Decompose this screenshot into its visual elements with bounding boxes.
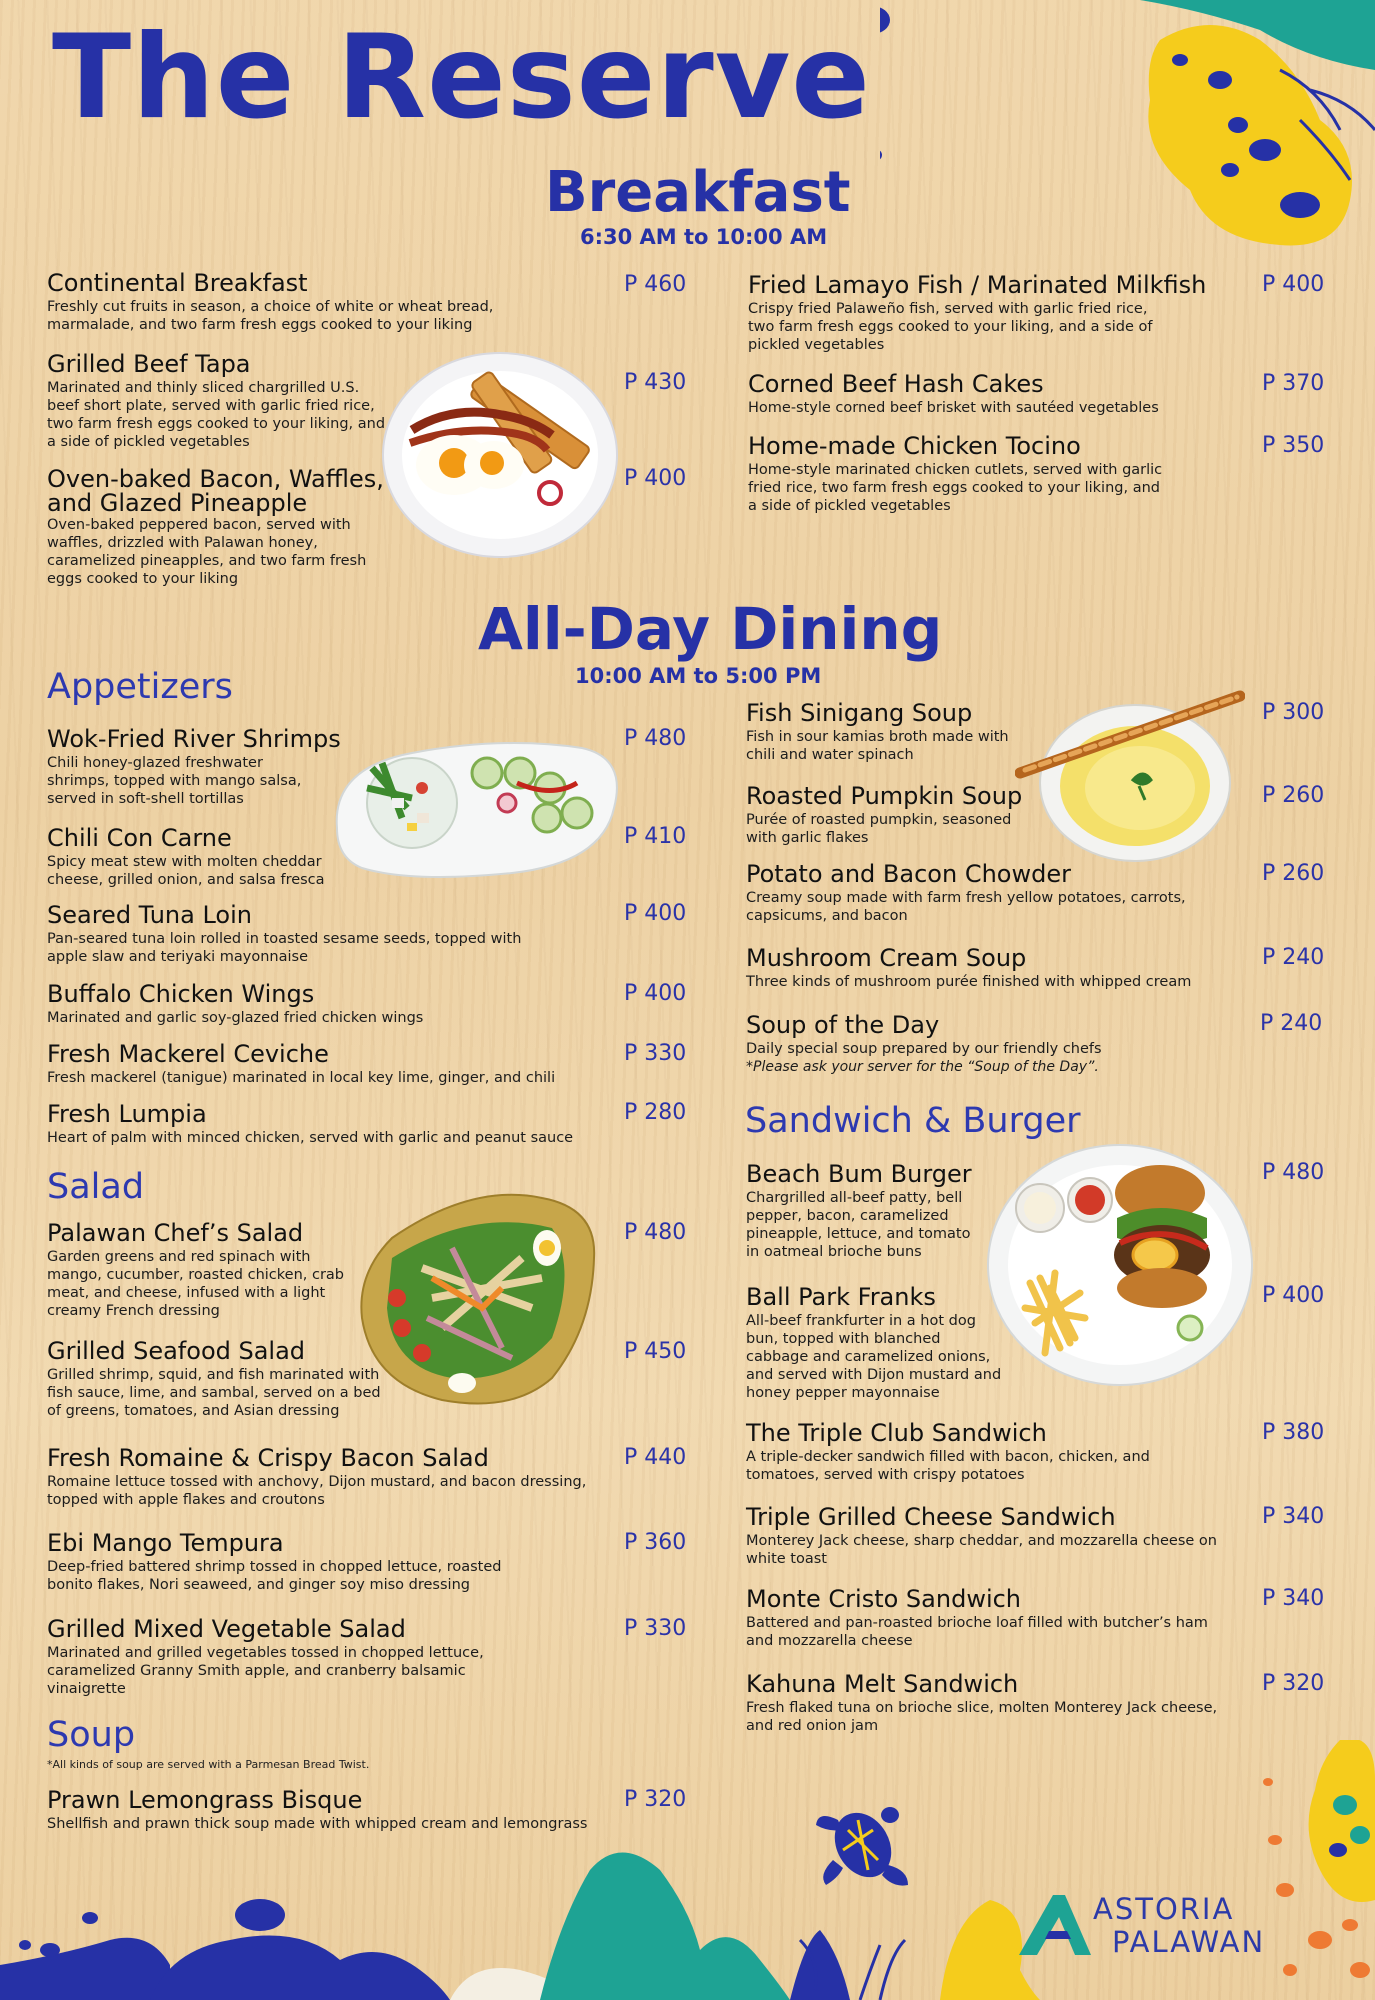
- menu-item: [47, 1787, 617, 1833]
- item-price: P 300: [1262, 700, 1325, 725]
- item-desc: Fresh flaked tuna on brioche slice, molten Monterey Jack cheese, and red onion jam: [746, 1700, 1218, 1734]
- item-desc: Marinated and thinly sliced chargrilled U.S. beef short plate, served with garlic fried rice, two farm fresh eggs cooked to your liking, and a side of pickled vegetables: [47, 380, 386, 450]
- soup-note: *All kinds of soup are served with a Parmesan Bread Twist.: [47, 1758, 370, 1771]
- astoria-logo-icon: [1015, 1893, 1095, 1957]
- menu-item: [746, 1420, 1166, 1484]
- item-name: Prawn Lemongrass Bisque: [47, 1786, 363, 1814]
- item-price: P 260: [1262, 861, 1325, 886]
- item-price: P 400: [624, 981, 687, 1006]
- item-price: P 450: [624, 1339, 687, 1364]
- item-desc: Heart of palm with minced chicken, served with garlic and peanut sauce: [47, 1130, 574, 1146]
- bottom-decoration: [0, 1740, 1375, 2000]
- item-name: Fresh Romaine & Crispy Bacon Salad: [47, 1444, 489, 1472]
- all-day-hours: 10:00 AM to 5:00 PM: [575, 664, 822, 688]
- menu-item: [746, 700, 1036, 764]
- appetizers-heading: Appetizers: [47, 667, 233, 707]
- top-right-decoration: [880, 0, 1375, 260]
- menu-item: [47, 825, 337, 889]
- item-desc: All-beef frankfurter in a hot dog bun, topped with blanched cabbage and caramelized onions, and served with Dijon mustard and honey pepper mayonnaise: [746, 1313, 1002, 1401]
- page-title: The Reserve: [52, 10, 871, 145]
- item-name: Roasted Pumpkin Soup: [746, 782, 1023, 810]
- all-day-heading: All-Day Dining: [478, 595, 943, 663]
- item-price: P 350: [1262, 433, 1325, 458]
- item-note: *Please ask your server for the “Soup of the Day”.: [746, 1059, 1099, 1075]
- item-price: P 460: [624, 272, 687, 297]
- item-name: Chili Con Carne: [47, 824, 232, 852]
- item-price: P 400: [624, 901, 687, 926]
- item-name: Soup of the Day: [746, 1011, 940, 1039]
- item-name: Kahuna Melt Sandwich: [746, 1670, 1019, 1698]
- soup-heading: Soup: [47, 1715, 136, 1755]
- item-price: P 260: [1262, 783, 1325, 808]
- menu-item: [748, 272, 1218, 354]
- item-price: P 380: [1262, 1420, 1325, 1445]
- item-price: P 480: [624, 1220, 687, 1245]
- menu-item: [746, 1284, 1006, 1402]
- menu-item: [746, 1161, 986, 1261]
- item-price: P 480: [624, 726, 687, 751]
- item-desc: Marinated and garlic soy-glazed fried chicken wings: [47, 1010, 424, 1026]
- item-name: Buffalo Chicken Wings: [47, 980, 315, 1008]
- menu-item: [746, 945, 1226, 991]
- salad-heading: Salad: [47, 1167, 145, 1207]
- item-name: Ball Park Franks: [746, 1283, 936, 1311]
- item-name: Palawan Chef’s Salad: [47, 1219, 304, 1247]
- item-name: Fresh Mackerel Ceviche: [47, 1040, 329, 1068]
- item-price: P 240: [1260, 1011, 1323, 1036]
- item-price: P 340: [1262, 1504, 1325, 1529]
- menu-item: [47, 902, 547, 966]
- item-name: Ebi Mango Tempura: [47, 1529, 284, 1557]
- item-desc: Deep-fried battered shrimp tossed in chopped lettuce, roasted bonito flakes, Nori seaweed, and ginger soy miso dressing: [47, 1559, 502, 1593]
- item-desc: Grilled shrimp, squid, and fish marinated with fish sauce, lime, and sambal, served on a bed of greens, tomatoes, and Asian dressing: [47, 1367, 381, 1419]
- item-desc: Marinated and grilled vegetables tossed in chopped lettuce, caramelized Granny Smith apple, and cranberry balsamic vinaigrette: [47, 1645, 484, 1697]
- item-price: P 280: [624, 1100, 687, 1125]
- item-name: Grilled Seafood Salad: [47, 1337, 306, 1365]
- item-name: Fish Sinigang Soup: [746, 699, 973, 727]
- item-price: P 410: [624, 824, 687, 849]
- item-name: Fresh Lumpia: [47, 1100, 207, 1128]
- item-price: P 330: [624, 1041, 687, 1066]
- item-name: Wok-Fried River Shrimps: [47, 725, 341, 753]
- menu-item: [47, 1220, 357, 1320]
- item-desc: Crispy fried Palaweño fish, served with garlic fried rice, two farm fresh eggs cooked to your liking, and a side of pickled vegetables: [748, 301, 1153, 353]
- item-desc: Purée of roasted pumpkin, seasoned with garlic flakes: [746, 812, 1012, 846]
- item-desc: Battered and pan-roasted brioche loaf filled with butcher’s ham and mozzarella cheese: [746, 1615, 1208, 1649]
- menu-item: [748, 371, 1218, 417]
- item-desc: Home-style marinated chicken cutlets, served with garlic fried rice, two farm fresh eggs cooked to your liking, and a side of pickled vegetables: [748, 462, 1163, 514]
- logo-line-1: ASTORIA: [1093, 1892, 1235, 1926]
- burger-plate-image: [985, 1143, 1255, 1388]
- menu-item: [47, 981, 587, 1027]
- item-desc: Daily special soup prepared by our friendly chefs: [746, 1041, 1102, 1057]
- item-name: The Triple Club Sandwich: [746, 1419, 1047, 1447]
- menu-item: [47, 467, 397, 588]
- menu-item: [47, 1530, 517, 1594]
- item-price: P 340: [1262, 1586, 1325, 1611]
- turtle-icon: [808, 1790, 918, 1900]
- menu-item: [746, 1012, 1226, 1076]
- item-desc: Creamy soup made with farm fresh yellow potatoes, carrots, capsicums, and bacon: [746, 890, 1186, 924]
- item-price: P 360: [624, 1530, 687, 1555]
- menu-item: [746, 861, 1206, 925]
- item-name: Seared Tuna Loin: [47, 901, 252, 929]
- item-name: Monte Cristo Sandwich: [746, 1585, 1022, 1613]
- item-desc: Romaine lettuce tossed with anchovy, Dijon mustard, and bacon dressing, topped with apple flakes and croutons: [47, 1474, 587, 1508]
- item-price: P 400: [1262, 1283, 1325, 1308]
- item-price: P 400: [1262, 272, 1325, 297]
- menu-item: [47, 1338, 387, 1420]
- item-name: Beach Bum Burger: [746, 1160, 972, 1188]
- menu-item: [47, 351, 387, 451]
- menu-item: [47, 1445, 617, 1509]
- salad-plate-image: [352, 1178, 602, 1413]
- breakfast-hours: 6:30 AM to 10:00 AM: [580, 225, 828, 249]
- item-price: P 430: [624, 370, 687, 395]
- item-price: P 240: [1262, 945, 1325, 970]
- menu-item: [47, 270, 517, 334]
- item-price: P 400: [624, 466, 687, 491]
- item-name: Mushroom Cream Soup: [746, 944, 1027, 972]
- item-price: P 330: [624, 1616, 687, 1641]
- item-price: P 320: [1262, 1671, 1325, 1696]
- menu-item: [47, 1041, 607, 1087]
- menu-item: [47, 725, 341, 808]
- item-name: Corned Beef Hash Cakes: [748, 370, 1044, 398]
- item-name: Potato and Bacon Chowder: [746, 860, 1071, 888]
- item-name: Home-made Chicken Tocino: [748, 432, 1081, 460]
- menu-item: [47, 1616, 497, 1698]
- item-desc: Spicy meat stew with molten cheddar cheese, grilled onion, and salsa fresca: [47, 854, 325, 888]
- menu-item: [746, 1504, 1236, 1568]
- item-desc: Oven-baked peppered bacon, served with waffles, drizzled with Palawan honey, caramelized pineapples, and two farm fresh eggs cooked to your liking: [47, 517, 367, 587]
- item-name: Grilled Mixed Vegetable Salad: [47, 1615, 406, 1643]
- menu-item: [746, 1671, 1236, 1735]
- item-desc: Garden greens and red spinach with mango, cucumber, roasted chicken, crab meat, and cheese, infused with a light creamy French dressing: [47, 1249, 345, 1319]
- item-name: Oven-baked Bacon, Waffles, and Glazed Pineapple: [47, 465, 384, 517]
- item-desc: Chili honey-glazed freshwater shrimps, topped with mango salsa, served in soft-shell tortillas: [47, 755, 302, 807]
- menu-item: [746, 783, 1036, 847]
- item-desc: Fish in sour kamias broth made with chili and water spinach: [746, 729, 1009, 763]
- item-desc: Shellfish and prawn thick soup made with whipped cream and lemongrass: [47, 1816, 588, 1832]
- item-desc: Chargrilled all-beef patty, bell pepper, bacon, caramelized pineapple, lettuce, and tomato in oatmeal brioche buns: [746, 1190, 971, 1260]
- item-price: P 440: [624, 1445, 687, 1470]
- item-desc: Fresh mackerel (tanigue) marinated in local key lime, ginger, and chili: [47, 1070, 556, 1086]
- item-desc: Pan-seared tuna loin rolled in toasted sesame seeds, topped with apple slaw and teriyaki mayonnaise: [47, 931, 522, 965]
- item-desc: Freshly cut fruits in season, a choice of white or wheat bread, marmalade, and two farm fresh eggs cooked to your liking: [47, 299, 494, 333]
- item-name: Grilled Beef Tapa: [47, 350, 251, 378]
- menu-item: [748, 433, 1168, 515]
- menu-item: [746, 1586, 1236, 1650]
- item-desc: Monterey Jack cheese, sharp cheddar, and mozzarella cheese on white toast: [746, 1533, 1217, 1567]
- appetizer-plate-image: [322, 728, 622, 888]
- item-name: Triple Grilled Cheese Sandwich: [746, 1503, 1116, 1531]
- breakfast-plate-image: [382, 345, 624, 560]
- item-price: P 370: [1262, 371, 1325, 396]
- item-desc: Home-style corned beef brisket with sautéed vegetables: [748, 400, 1159, 416]
- item-desc: A triple-decker sandwich filled with bacon, chicken, and tomatoes, served with crispy potatoes: [746, 1449, 1150, 1483]
- item-price: P 320: [624, 1787, 687, 1812]
- sandwich-heading: Sandwich & Burger: [745, 1101, 1081, 1141]
- item-price: P 480: [1262, 1160, 1325, 1185]
- breakfast-heading: Breakfast: [545, 160, 851, 225]
- item-name: Continental Breakfast: [47, 269, 308, 297]
- soup-bowl-image: [1015, 688, 1245, 863]
- logo-line-2: PALAWAN: [1112, 1925, 1266, 1959]
- item-name: Fried Lamayo Fish / Marinated Milkfish: [748, 271, 1207, 299]
- menu-item: [47, 1101, 617, 1147]
- item-desc: Three kinds of mushroom purée finished with whipped cream: [746, 974, 1192, 990]
